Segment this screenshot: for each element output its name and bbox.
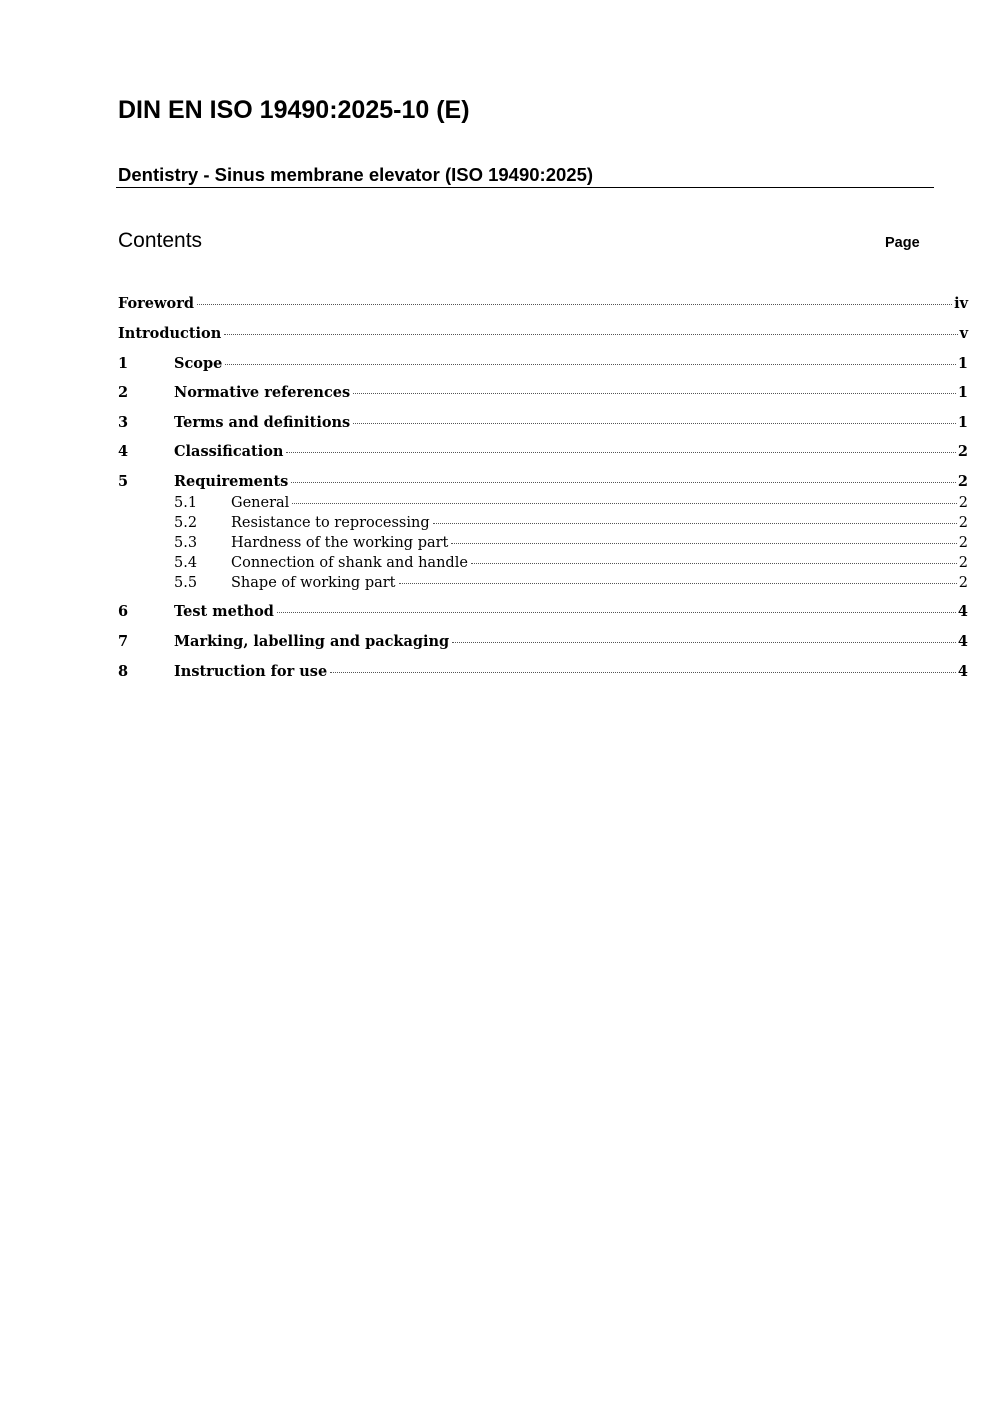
toc-entry-number: 5.4 (174, 555, 198, 571)
toc-leader-dots (452, 642, 956, 643)
toc-entry-page: 1 (957, 355, 968, 372)
toc-entry-introduction[interactable] (118, 323, 968, 345)
toc-entry-label: Test method (174, 603, 274, 620)
toc-entry-label: Instruction for use (174, 663, 328, 680)
toc-leader-dots (224, 334, 957, 335)
toc-entry-terms-and-definitions[interactable] (118, 412, 968, 434)
toc-entry-page: 1 (957, 414, 968, 431)
toc-entry-label: Classification (174, 443, 284, 460)
toc-entry-number: 1 (118, 355, 129, 372)
toc-leader-dots (330, 672, 956, 673)
toc-entry-number: 3 (118, 414, 129, 431)
toc-entry-page: 2 (957, 443, 968, 460)
toc-leader-dots (471, 563, 957, 564)
toc-entry-resistance-to-reprocessing[interactable] (118, 513, 968, 533)
toc-leader-dots (225, 364, 956, 365)
toc-entry-number: 5.1 (174, 495, 198, 511)
toc-entry-general[interactable] (118, 493, 968, 513)
toc-entry-number: 8 (118, 663, 129, 680)
toc-entry-number: 4 (118, 443, 129, 460)
toc-entry-number: 5.2 (174, 515, 198, 531)
toc-entry-number: 5.5 (174, 575, 198, 591)
toc-entry-label: General (231, 495, 290, 511)
page-column-heading: Page (885, 235, 920, 251)
toc-entry-marking-labelling-packaging[interactable] (118, 631, 968, 653)
toc-leader-dots (399, 583, 957, 584)
toc-entry-page: 4 (957, 663, 968, 680)
contents-heading: Contents (118, 229, 203, 252)
document-subtitle: Dentistry - Sinus membrane elevator (ISO 19490:2025) (118, 164, 594, 185)
subtitle-underline (116, 187, 934, 188)
toc-entry-page: 2 (958, 535, 968, 551)
toc-entry-label: Introduction (118, 325, 222, 342)
toc-entry-page: 2 (957, 473, 968, 490)
toc-entry-label: Connection of shank and handle (231, 555, 468, 571)
toc-leader-dots (291, 482, 956, 483)
toc-entry-number: 5.3 (174, 535, 198, 551)
toc-entry-hardness-of-working-part[interactable] (118, 533, 968, 553)
toc-leader-dots (353, 393, 956, 394)
toc-leader-dots (286, 452, 955, 453)
toc-entry-test-method[interactable] (118, 601, 968, 623)
toc-entry-label: Marking, labelling and packaging (174, 633, 450, 650)
document-title: DIN EN ISO 19490:2025-10 (E) (118, 96, 470, 124)
toc-entry-instruction-for-use[interactable] (118, 661, 968, 683)
toc-entry-page: v (959, 325, 968, 342)
toc-entry-label: Normative references (174, 384, 351, 401)
toc-entry-page: 4 (957, 633, 968, 650)
toc-entry-label: Scope (174, 355, 223, 372)
toc-leader-dots (433, 523, 957, 524)
toc-entry-page: 2 (958, 495, 968, 511)
toc-entry-shape-of-working-part[interactable] (118, 573, 968, 593)
toc-entry-number: 2 (118, 384, 129, 401)
toc-entry-scope[interactable] (118, 353, 968, 375)
toc-leader-dots (451, 543, 956, 544)
toc-leader-dots (292, 503, 956, 504)
toc-entry-label: Foreword (118, 295, 194, 312)
toc-entry-page: iv (954, 295, 968, 312)
toc-entry-number: 6 (118, 603, 129, 620)
toc-entry-page: 2 (958, 555, 968, 571)
toc-entry-page: 1 (957, 384, 968, 401)
toc-entry-classification[interactable] (118, 441, 968, 463)
toc-entry-label: Requirements (174, 473, 289, 490)
toc-leader-dots (277, 612, 956, 613)
toc-leader-dots (197, 304, 952, 305)
toc-leader-dots (353, 423, 956, 424)
toc-entry-number: 5 (118, 473, 129, 490)
toc-entry-number: 7 (118, 633, 129, 650)
toc-entry-connection-of-shank-and-handle[interactable] (118, 553, 968, 573)
toc-entry-requirements[interactable] (118, 471, 968, 493)
toc-entry-label: Shape of working part (231, 575, 396, 591)
toc-entry-label: Terms and definitions (174, 414, 351, 431)
toc-entry-normative-references[interactable] (118, 382, 968, 404)
toc-entry-page: 4 (957, 603, 968, 620)
toc-entry-page: 2 (958, 515, 968, 531)
toc-entry-label: Resistance to reprocessing (231, 515, 430, 531)
toc-entry-page: 2 (958, 575, 968, 591)
toc-entry-label: Hardness of the working part (231, 535, 449, 551)
toc-entry-foreword[interactable] (118, 293, 968, 315)
